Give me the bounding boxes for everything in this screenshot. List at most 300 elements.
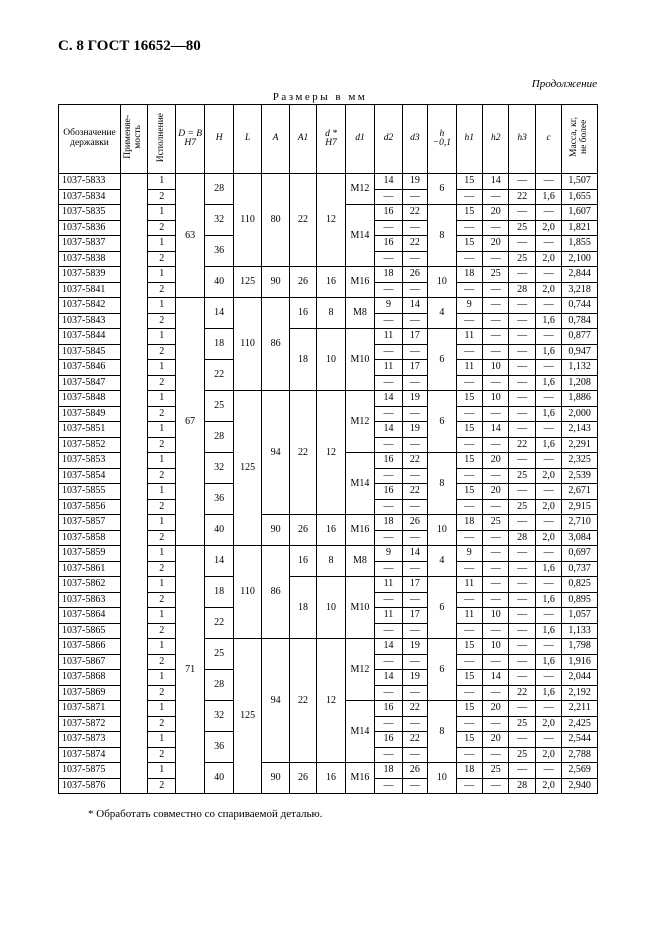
cell-d2: 16	[375, 732, 402, 748]
cell-h1: 15	[456, 236, 482, 252]
cell-designation: 1037-5846	[59, 360, 121, 376]
cell-c: 1,6	[535, 344, 561, 360]
cell-d1: M12	[345, 391, 374, 453]
cell-d2: 14	[375, 422, 402, 438]
cell-ver: 1	[148, 577, 175, 593]
cell-d3: 22	[402, 732, 427, 748]
cell-h1: 11	[456, 577, 482, 593]
cell-designation: 1037-5844	[59, 329, 121, 345]
cell-d2: 11	[375, 577, 402, 593]
cell-d1: M14	[345, 205, 374, 267]
cell-d3: —	[402, 344, 427, 360]
cell-d1: M12	[345, 174, 374, 205]
cell-A: 80	[262, 174, 289, 267]
cell-h: 4	[428, 546, 456, 577]
cell-h3: 28	[509, 530, 535, 546]
cell-H: 28	[205, 670, 233, 701]
cell-d1: M14	[345, 453, 374, 515]
cell-h2: 25	[483, 515, 509, 531]
cell-d1: M8	[345, 298, 374, 329]
cell-ver: 1	[148, 763, 175, 779]
cell-designation: 1037-5854	[59, 468, 121, 484]
cell-d2: —	[375, 685, 402, 701]
cell-d: 12	[317, 174, 345, 267]
cell-h2: —	[483, 546, 509, 562]
cell-d2: 16	[375, 484, 402, 500]
cell-d3: —	[402, 313, 427, 329]
cell-d3: —	[402, 654, 427, 670]
cell-ver: 2	[148, 313, 175, 329]
cell-h: 10	[428, 267, 456, 298]
col-header-D: D = B H7	[175, 105, 204, 174]
holder-dimensions-table	[58, 104, 598, 794]
cell-h2: 10	[483, 608, 509, 624]
cell-h1: 11	[456, 329, 482, 345]
dimensions-caption: Размеры в мм	[272, 91, 368, 103]
cell-designation: 1037-5849	[59, 406, 121, 422]
cell-mass: 3,218	[562, 282, 598, 298]
cell-h3: —	[509, 344, 535, 360]
cell-H: 18	[205, 577, 233, 608]
cell-d2: —	[375, 623, 402, 639]
cell-h2: 25	[483, 267, 509, 283]
cell-mass: 1,607	[562, 205, 598, 221]
cell-h3: 22	[509, 685, 535, 701]
cell-d3: 17	[402, 577, 427, 593]
cell-c: 2,0	[535, 747, 561, 763]
cell-d2: —	[375, 189, 402, 205]
cell-d1: M10	[345, 577, 374, 639]
cell-designation: 1037-5839	[59, 267, 121, 283]
cell-h3: —	[509, 406, 535, 422]
cell-mass: 0,947	[562, 344, 598, 360]
continuation-label: Продолжение	[531, 78, 597, 90]
cell-mass: 1,133	[562, 623, 598, 639]
cell-c: 1,6	[535, 654, 561, 670]
cell-designation: 1037-5853	[59, 453, 121, 469]
cell-A: 90	[262, 267, 289, 298]
cell-ver: 2	[148, 468, 175, 484]
cell-h1: —	[456, 406, 482, 422]
cell-c: 1,6	[535, 623, 561, 639]
cell-d3: 22	[402, 236, 427, 252]
cell-h2: —	[483, 251, 509, 267]
cell-A: 90	[262, 515, 289, 546]
cell-h1: 11	[456, 360, 482, 376]
cell-c: —	[535, 298, 561, 314]
cell-h1: —	[456, 220, 482, 236]
cell-h: 10	[428, 763, 456, 794]
cell-mass: 0,784	[562, 313, 598, 329]
cell-c: 1,6	[535, 592, 561, 608]
cell-ver: 1	[148, 391, 175, 407]
cell-d3: —	[402, 251, 427, 267]
cell-d3: 22	[402, 701, 427, 717]
cell-c: 2,0	[535, 530, 561, 546]
cell-mass: 2,425	[562, 716, 598, 732]
cell-d2: 9	[375, 546, 402, 562]
cell-c: —	[535, 453, 561, 469]
cell-d2: —	[375, 716, 402, 732]
cell-h2: 20	[483, 701, 509, 717]
cell-c: 2,0	[535, 282, 561, 298]
page-title: С. 8 ГОСТ 16652—80	[58, 38, 201, 54]
cell-d2: 14	[375, 391, 402, 407]
cell-h3: 25	[509, 747, 535, 763]
col-header-c: c	[535, 105, 561, 174]
cell-mass: 0,737	[562, 561, 598, 577]
header-row	[59, 105, 598, 174]
cell-h3: —	[509, 329, 535, 345]
table-row	[59, 174, 598, 190]
cell-h: 6	[428, 391, 456, 453]
cell-d3: 22	[402, 453, 427, 469]
cell-A: 90	[262, 763, 289, 794]
cell-h: 10	[428, 515, 456, 546]
cell-d3: —	[402, 375, 427, 391]
cell-c: —	[535, 205, 561, 221]
cell-h3: —	[509, 654, 535, 670]
col-header-d3: d3	[402, 105, 427, 174]
cell-D: 63	[175, 174, 204, 298]
cell-d2: —	[375, 251, 402, 267]
cell-h2: 14	[483, 422, 509, 438]
cell-d2: —	[375, 437, 402, 453]
cell-A1: 26	[289, 763, 316, 794]
cell-c: 2,0	[535, 499, 561, 515]
cell-mass: 2,044	[562, 670, 598, 686]
cell-ver: 2	[148, 747, 175, 763]
cell-h3: —	[509, 205, 535, 221]
col-header-L: L	[233, 105, 261, 174]
cell-c: —	[535, 360, 561, 376]
cell-d2: 14	[375, 670, 402, 686]
cell-h: 8	[428, 205, 456, 267]
cell-designation: 1037-5859	[59, 546, 121, 562]
cell-H: 36	[205, 732, 233, 763]
cell-d2: 16	[375, 453, 402, 469]
cell-designation: 1037-5869	[59, 685, 121, 701]
cell-h3: —	[509, 592, 535, 608]
cell-d3: 17	[402, 608, 427, 624]
cell-mass: 2,539	[562, 468, 598, 484]
cell-ver: 1	[148, 360, 175, 376]
cell-h2: —	[483, 468, 509, 484]
cell-h1: —	[456, 778, 482, 794]
cell-H: 28	[205, 174, 233, 205]
cell-h3: —	[509, 360, 535, 376]
cell-d: 8	[317, 298, 345, 329]
cell-c: —	[535, 701, 561, 717]
cell-c: —	[535, 670, 561, 686]
cell-h1: 15	[456, 732, 482, 748]
cell-ver: 1	[148, 329, 175, 345]
cell-designation: 1037-5835	[59, 205, 121, 221]
cell-designation: 1037-5873	[59, 732, 121, 748]
cell-H: 22	[205, 360, 233, 391]
cell-d1: M10	[345, 329, 374, 391]
cell-A1: 18	[289, 577, 316, 639]
cell-d2: —	[375, 313, 402, 329]
cell-ver: 1	[148, 701, 175, 717]
cell-d2: —	[375, 530, 402, 546]
cell-designation: 1037-5851	[59, 422, 121, 438]
cell-ver: 1	[148, 515, 175, 531]
cell-d2: —	[375, 747, 402, 763]
cell-h2: —	[483, 298, 509, 314]
cell-h3: —	[509, 236, 535, 252]
cell-D: 67	[175, 298, 204, 546]
cell-h1: 18	[456, 763, 482, 779]
cell-h3: —	[509, 422, 535, 438]
cell-H: 36	[205, 236, 233, 267]
cell-h2: —	[483, 577, 509, 593]
cell-designation: 1037-5841	[59, 282, 121, 298]
cell-h3: —	[509, 484, 535, 500]
cell-ver: 2	[148, 561, 175, 577]
cell-h3: —	[509, 561, 535, 577]
cell-d3: —	[402, 747, 427, 763]
cell-h2: —	[483, 685, 509, 701]
cell-h3: 25	[509, 468, 535, 484]
cell-d2: 11	[375, 360, 402, 376]
cell-c: —	[535, 515, 561, 531]
cell-h3: —	[509, 763, 535, 779]
cell-d2: 14	[375, 174, 402, 190]
cell-d3: —	[402, 406, 427, 422]
cell-d3: 26	[402, 763, 427, 779]
cell-ver: 1	[148, 298, 175, 314]
cell-h3: 22	[509, 437, 535, 453]
cell-mass: 2,569	[562, 763, 598, 779]
cell-designation: 1037-5861	[59, 561, 121, 577]
footnote: * Обработать совместно со спариваемой деталью.	[88, 808, 323, 820]
cell-A1: 22	[289, 174, 316, 267]
cell-H: 40	[205, 267, 233, 298]
cell-L: 110	[233, 298, 261, 391]
cell-h3: —	[509, 546, 535, 562]
cell-h2: —	[483, 282, 509, 298]
cell-h1: —	[456, 623, 482, 639]
col-header-h: h −0,1	[428, 105, 456, 174]
cell-ver: 2	[148, 499, 175, 515]
cell-d3: —	[402, 282, 427, 298]
cell-designation: 1037-5872	[59, 716, 121, 732]
col-header-d2: d2	[375, 105, 402, 174]
cell-A: 94	[262, 639, 289, 763]
cell-h1: —	[456, 499, 482, 515]
cell-d3: 19	[402, 670, 427, 686]
cell-h3: —	[509, 732, 535, 748]
cell-H: 14	[205, 546, 233, 577]
cell-d3: 26	[402, 267, 427, 283]
cell-c: —	[535, 639, 561, 655]
cell-c: —	[535, 391, 561, 407]
cell-h3: —	[509, 608, 535, 624]
cell-h2: 10	[483, 391, 509, 407]
cell-mass: 2,143	[562, 422, 598, 438]
cell-d3: —	[402, 530, 427, 546]
cell-mass: 2,671	[562, 484, 598, 500]
cell-h2: 20	[483, 205, 509, 221]
cell-h1: 15	[456, 484, 482, 500]
cell-d2: —	[375, 778, 402, 794]
cell-h2: 14	[483, 174, 509, 190]
cell-d2: —	[375, 592, 402, 608]
cell-designation: 1037-5834	[59, 189, 121, 205]
cell-L: 125	[233, 267, 261, 298]
cell-c: 1,6	[535, 561, 561, 577]
cell-d3: —	[402, 437, 427, 453]
cell-L: 125	[233, 391, 261, 546]
cell-mass: 2,291	[562, 437, 598, 453]
col-header-A1: A1	[289, 105, 316, 174]
cell-h: 4	[428, 298, 456, 329]
cell-designation: 1037-5855	[59, 484, 121, 500]
cell-h1: —	[456, 344, 482, 360]
cell-L: 110	[233, 174, 261, 267]
cell-h2: —	[483, 344, 509, 360]
cell-designation: 1037-5868	[59, 670, 121, 686]
cell-mass: 2,940	[562, 778, 598, 794]
cell-ver: 2	[148, 282, 175, 298]
cell-d3: —	[402, 623, 427, 639]
cell-d3: —	[402, 561, 427, 577]
cell-h1: —	[456, 592, 482, 608]
cell-H: 28	[205, 422, 233, 453]
cell-designation: 1037-5833	[59, 174, 121, 190]
cell-designation: 1037-5852	[59, 437, 121, 453]
cell-d3: 17	[402, 329, 427, 345]
col-header-h2: h2	[483, 105, 509, 174]
col-header-A: A	[262, 105, 289, 174]
cell-h3: 25	[509, 499, 535, 515]
cell-c: —	[535, 422, 561, 438]
cell-d1: M16	[345, 763, 374, 794]
cell-h2: —	[483, 747, 509, 763]
cell-d1: M14	[345, 701, 374, 763]
col-header-d: d * H7	[317, 105, 345, 174]
cell-designation: 1037-5838	[59, 251, 121, 267]
cell-ver: 2	[148, 716, 175, 732]
cell-h2: 10	[483, 360, 509, 376]
cell-d2: 18	[375, 763, 402, 779]
cell-d: 8	[317, 546, 345, 577]
cell-d: 16	[317, 267, 345, 298]
cell-mass: 0,825	[562, 577, 598, 593]
cell-c: —	[535, 174, 561, 190]
cell-h: 8	[428, 453, 456, 515]
cell-d2: —	[375, 375, 402, 391]
cell-d3: —	[402, 220, 427, 236]
cell-h1: 15	[456, 453, 482, 469]
cell-h2: 20	[483, 236, 509, 252]
cell-h3: 28	[509, 282, 535, 298]
cell-h1: —	[456, 561, 482, 577]
cell-h1: 15	[456, 701, 482, 717]
cell-d: 16	[317, 763, 345, 794]
cell-mass: 2,192	[562, 685, 598, 701]
cell-h3: 25	[509, 251, 535, 267]
cell-h2: —	[483, 375, 509, 391]
cell-designation: 1037-5847	[59, 375, 121, 391]
cell-app	[121, 174, 148, 794]
cell-designation: 1037-5871	[59, 701, 121, 717]
cell-ver: 1	[148, 732, 175, 748]
cell-mass: 2,710	[562, 515, 598, 531]
cell-h3: —	[509, 701, 535, 717]
cell-h2: 10	[483, 639, 509, 655]
cell-designation: 1037-5875	[59, 763, 121, 779]
cell-mass: 2,211	[562, 701, 598, 717]
cell-mass: 2,100	[562, 251, 598, 267]
cell-mass: 2,325	[562, 453, 598, 469]
col-header-h1: h1	[456, 105, 482, 174]
cell-mass: 1,655	[562, 189, 598, 205]
cell-ver: 2	[148, 189, 175, 205]
cell-d3: —	[402, 685, 427, 701]
cell-d2: 16	[375, 205, 402, 221]
col-header-version: Исполнение	[148, 105, 175, 174]
cell-ver: 1	[148, 546, 175, 562]
cell-h2: —	[483, 561, 509, 577]
cell-d3: —	[402, 499, 427, 515]
cell-h2: —	[483, 623, 509, 639]
cell-h2: —	[483, 530, 509, 546]
cell-ver: 2	[148, 592, 175, 608]
cell-c: —	[535, 267, 561, 283]
cell-mass: 2,544	[562, 732, 598, 748]
cell-h2: —	[483, 220, 509, 236]
cell-c: —	[535, 484, 561, 500]
cell-h1: 15	[456, 205, 482, 221]
cell-d3: 14	[402, 298, 427, 314]
cell-c: —	[535, 763, 561, 779]
cell-ver: 1	[148, 639, 175, 655]
cell-d3: 14	[402, 546, 427, 562]
cell-h3: —	[509, 174, 535, 190]
cell-ver: 1	[148, 236, 175, 252]
cell-h: 6	[428, 639, 456, 701]
cell-h1: 15	[456, 639, 482, 655]
cell-d: 12	[317, 391, 345, 515]
cell-h2: —	[483, 592, 509, 608]
cell-d1: M16	[345, 267, 374, 298]
cell-H: 32	[205, 205, 233, 236]
cell-d3: —	[402, 189, 427, 205]
cell-designation: 1037-5865	[59, 623, 121, 639]
cell-designation: 1037-5874	[59, 747, 121, 763]
cell-ver: 1	[148, 267, 175, 283]
cell-h3: 25	[509, 716, 535, 732]
cell-mass: 1,507	[562, 174, 598, 190]
cell-h1: —	[456, 251, 482, 267]
cell-d1: M12	[345, 639, 374, 701]
cell-d1: M16	[345, 515, 374, 546]
cell-h1: —	[456, 654, 482, 670]
cell-d3: —	[402, 468, 427, 484]
cell-D: 71	[175, 546, 204, 794]
cell-h1: —	[456, 716, 482, 732]
cell-c: 1,6	[535, 685, 561, 701]
cell-mass: 1,057	[562, 608, 598, 624]
cell-d2: —	[375, 344, 402, 360]
cell-H: 22	[205, 608, 233, 639]
cell-h2: —	[483, 499, 509, 515]
cell-h3: —	[509, 577, 535, 593]
cell-h1: 9	[456, 298, 482, 314]
cell-d3: —	[402, 778, 427, 794]
